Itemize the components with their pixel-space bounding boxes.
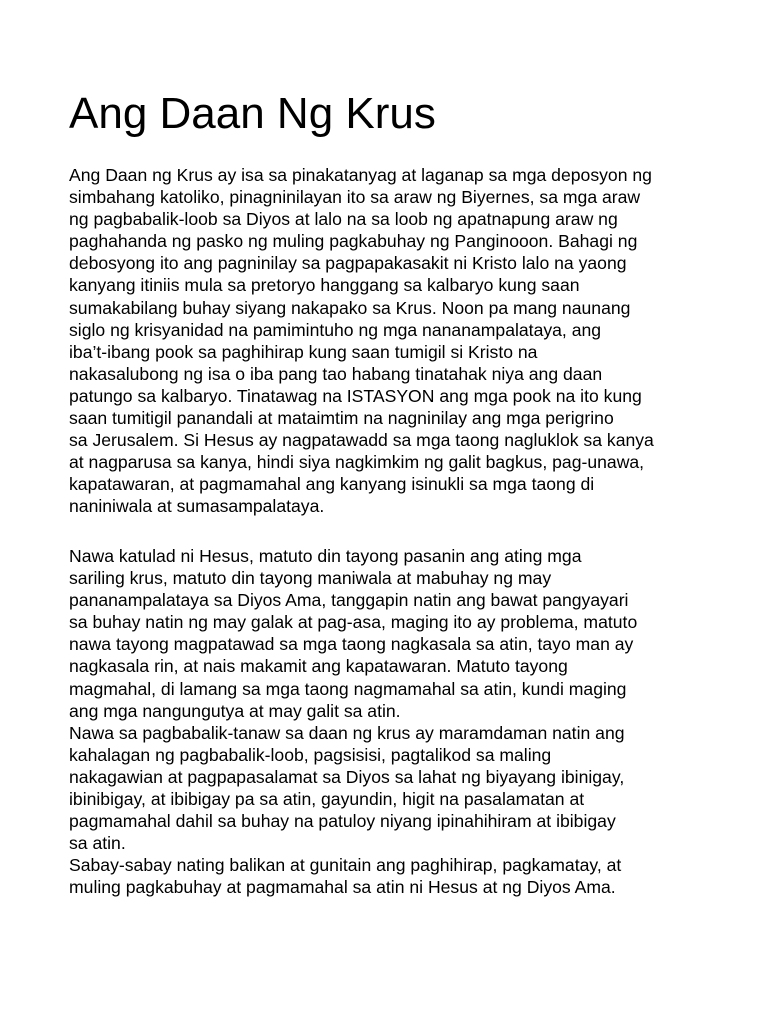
- text-line: ang mga nangungutya at may galit sa atin.: [69, 700, 401, 721]
- text-line: Sabay-sabay nating balikan at gunitain ang paghihirap, pagkamatay, at: [69, 855, 622, 876]
- text-line: Nawa sa pagbabalik-tanaw sa daan ng krus ay maramdaman natin ang: [69, 722, 625, 743]
- text-line: ibinibigay, at ibibigay pa sa atin, gayundin, higit na pasalamatan at: [69, 789, 585, 810]
- text-line: ng pagbabalik-loob sa Diyos at lalo na sa loob ng apatnapung araw ng: [69, 209, 618, 230]
- text-line: patungo sa kalbaryo. Tinatawag na ISTASYON ang mga pook na ito kung: [69, 385, 642, 406]
- text-line: pananampalataya sa Diyos Ama, tanggapin natin ang bawat pangyayari: [69, 590, 629, 611]
- text-line: at nagparusa sa kanya, hindi siya nagkimkim ng galit bagkus, pag-unawa,: [69, 452, 645, 473]
- text-line: saan tumitigil panandali at mataimtim na nagninilay ang mga perigrino: [69, 408, 614, 429]
- text-line: paghahanda ng pasko ng muling pagkabuhay ng Panginooon. Bahagi ng: [69, 231, 638, 252]
- text-line: kapatawaran, at pagmamahal ang kanyang isinukli sa mga taong di: [69, 474, 595, 495]
- paragraph-2: [69, 545, 709, 899]
- text-line: magmahal, di lamang sa mga taong nagmamahal sa atin, kundi maging: [69, 678, 627, 699]
- text-line: sumakabilang buhay siyang nakapako sa Krus. Noon pa mang naunang: [69, 297, 631, 318]
- text-line: nakasalubong ng isa o iba pang tao habang tinatahak niya ang daan: [69, 363, 603, 384]
- text-line: kanyang itiniis mula sa pretoryo hanggang sa kalbaryo kung saan: [69, 275, 580, 296]
- text-line: muling pagkabuhay at pagmamahal sa atin ni Hesus at ng Diyos Ama.: [69, 877, 616, 898]
- text-line: pagmamahal dahil sa buhay na patuloy niyang ipinahihiram at ibibigay: [69, 811, 616, 832]
- text-line: debosyong ito ang pagninilay sa pagpapakasakit ni Kristo lalo na yaong: [69, 253, 627, 274]
- text-line: Ang Daan ng Krus ay isa sa pinakatanyag at laganap sa mga deposyon ng: [69, 165, 652, 185]
- text-line: kahalagan ng pagbabalik-loob, pagsisisi, pagtalikod sa maling: [69, 744, 552, 765]
- page-title: Ang Daan Ng Krus: [69, 89, 436, 138]
- text-line: nagkasala rin, at nais makamit ang kapatawaran. Matuto tayong: [69, 656, 568, 677]
- text-line: Nawa katulad ni Hesus, matuto din tayong pasanin ang ating mga: [69, 546, 582, 566]
- text-line: iba’t-ibang pook sa paghihirap kung saan tumigil si Kristo na: [69, 341, 538, 362]
- text-line: siglo ng krisyanidad na pamimintuho ng mga nananampalataya, ang: [69, 319, 602, 340]
- text-line: sa atin.: [69, 833, 126, 854]
- text-line: nawa tayong magpatawad sa mga taong nagkasala sa atin, tayo man ay: [69, 634, 634, 655]
- text-line: naniniwala at sumasampalataya.: [69, 496, 325, 517]
- text-line: nakagawian at pagpapasalamat sa Diyos sa lahat ng biyayang ibinigay,: [69, 766, 625, 787]
- text-line: sa Jerusalem. Si Hesus ay nagpatawadd sa mga taong nagluklok sa kanya: [69, 430, 654, 451]
- text-line: sa buhay natin ng may galak at pag-asa, maging ito ay problema, matuto: [69, 612, 638, 633]
- text-line: simbahang katoliko, pinagninilayan ito sa araw ng Biyernes, sa mga araw: [69, 187, 641, 208]
- text-line: sariling krus, matuto din tayong maniwala at mabuhay ng may: [69, 568, 552, 589]
- paragraph-1: [69, 164, 709, 518]
